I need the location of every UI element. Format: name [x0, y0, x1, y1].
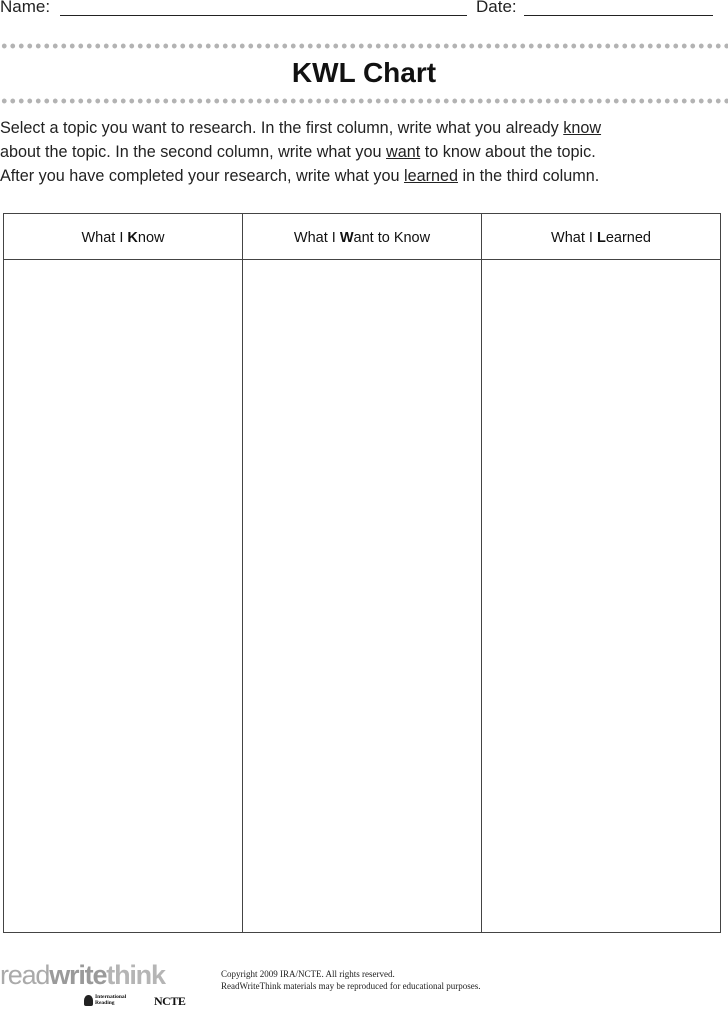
- date-field-line[interactable]: [524, 15, 713, 16]
- underlined-word-want: want: [386, 143, 421, 161]
- instructions-line-3: [0, 164, 728, 188]
- header-initial: L: [596, 230, 606, 246]
- ncte-logo: NCTE: [154, 994, 186, 1008]
- header-text: What I: [293, 230, 340, 246]
- underlined-word-know: know: [563, 119, 602, 137]
- logo-write: write: [49, 960, 107, 990]
- instructions-text: in the third column.: [458, 167, 600, 185]
- header-text: earned: [605, 230, 651, 246]
- ira-text-line: Reading: [95, 1000, 115, 1006]
- know-answer-area[interactable]: [4, 260, 242, 932]
- copyright-line: Copyright 2009 IRA/NCTE. All rights reserved.: [221, 969, 395, 979]
- name-date-row: [0, 0, 728, 22]
- instructions: [0, 116, 728, 188]
- underlined-word-learned: learned: [403, 167, 458, 185]
- kwl-table: [3, 213, 721, 933]
- logo-think: think: [106, 960, 165, 990]
- ira-emblem-icon: [84, 995, 93, 1006]
- name-label: Name:: [0, 0, 51, 16]
- instructions-text: about the topic. In the second column, write what you: [0, 143, 387, 161]
- instructions-line-1: [0, 116, 728, 140]
- instructions-text: Select a topic you want to research. In the first column, write what you already: [0, 119, 564, 137]
- readwritethink-logo: [0, 960, 165, 991]
- ira-text: [95, 994, 126, 1006]
- header-initial: W: [339, 230, 354, 246]
- usage-line: ReadWriteThink materials may be reproduced for educational purposes.: [221, 981, 481, 991]
- logo-read: read: [0, 960, 50, 990]
- dotted-divider-bottom: [0, 98, 728, 104]
- want-answer-area[interactable]: [243, 260, 481, 932]
- header-text: ant to Know: [353, 230, 431, 246]
- header-text: What I: [551, 230, 597, 246]
- ira-logo: [84, 994, 148, 1008]
- learned-answer-area[interactable]: [482, 260, 720, 932]
- header-initial: K: [127, 230, 138, 246]
- ira-text-line: International: [95, 994, 127, 1000]
- header-text: What I: [81, 230, 128, 246]
- page-title: KWL Chart: [291, 57, 437, 88]
- instructions-line-2: [0, 140, 728, 164]
- dotted-divider-top: [0, 43, 728, 49]
- column-header-learned: [482, 214, 720, 259]
- column-header-know: [4, 214, 242, 259]
- date-label: Date:: [476, 0, 517, 16]
- header-text: now: [137, 230, 165, 246]
- copyright-notice: [221, 968, 481, 992]
- instructions-text: to know about the topic.: [420, 143, 596, 161]
- instructions-text: After you have completed your research, write what you: [0, 167, 404, 185]
- name-field-line[interactable]: [60, 15, 467, 16]
- column-header-want: [243, 214, 481, 259]
